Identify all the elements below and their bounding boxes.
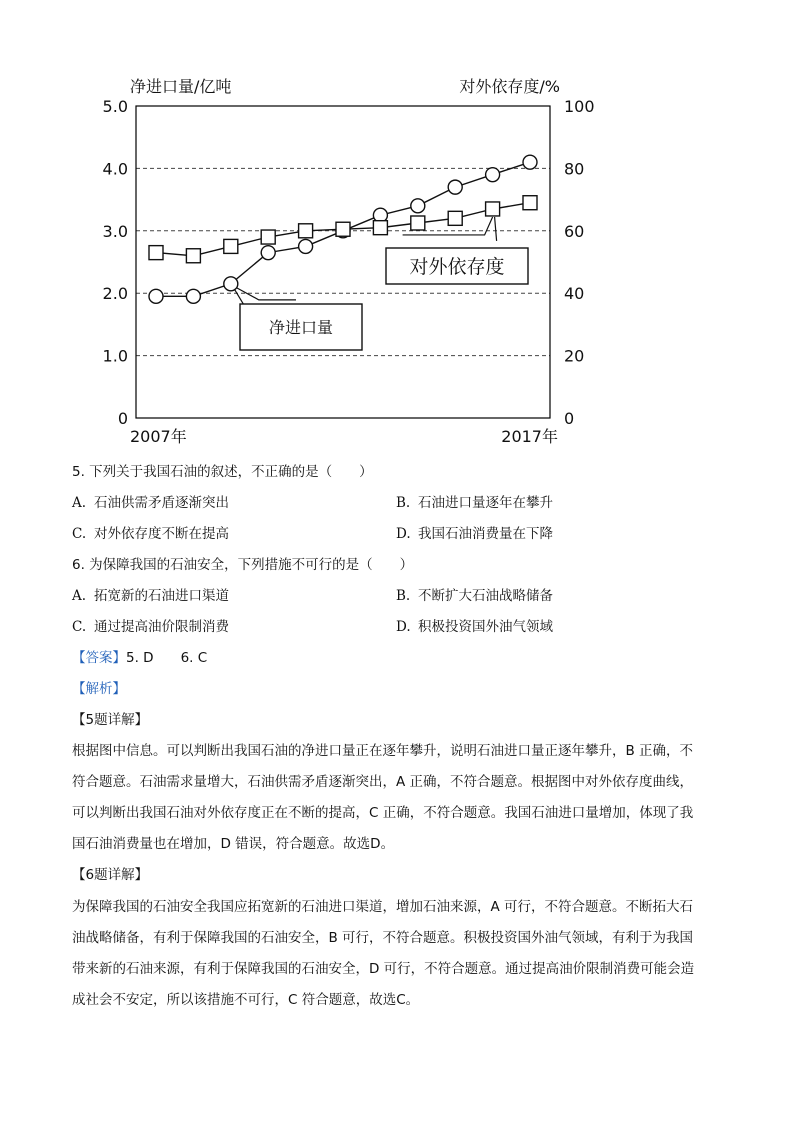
q5-detail-heading: 【5题详解】 xyxy=(72,712,149,728)
right-tick-label: 60 xyxy=(564,221,585,241)
left-tick-label: 1.0 xyxy=(102,346,128,366)
q5-option-c-text: 对外依存度不断在提高 xyxy=(94,526,229,542)
question-6-stem: 6. 为保障我国的石油安全，下列措施不可行的是（ ） xyxy=(72,557,414,573)
dependency-point xyxy=(411,216,425,230)
q6-option-d xyxy=(396,617,553,637)
answer-value: 5. D 6. C xyxy=(126,650,208,666)
q6-option-d-letter: D. xyxy=(396,619,411,635)
net-import-point xyxy=(224,277,238,291)
dependency-point xyxy=(448,211,462,225)
q5-option-b-letter: B. xyxy=(396,495,411,511)
q6-option-c xyxy=(72,617,229,637)
q6-detail-paragraph xyxy=(72,892,722,1016)
callout-leader-line xyxy=(237,288,296,300)
x-tick-label: 2007年 xyxy=(130,427,187,446)
right-axis-title: 对外依存度/% xyxy=(459,77,560,96)
q5-option-c-letter: C. xyxy=(72,526,87,542)
q5-option-c xyxy=(72,524,229,544)
net-import-point xyxy=(448,180,462,194)
q6-option-d-text: 积极投资国外油气领域 xyxy=(418,619,553,635)
q6-detail-line: 成社会不安定，所以该措施不可行，C 符合题意，故选C。 xyxy=(72,992,420,1008)
right-tick-label: 40 xyxy=(564,284,585,304)
q6-option-a-letter: A. xyxy=(72,588,87,604)
q5-detail-line: 符合题意。石油需求量增大，石油供需矛盾逐渐突出，A 正确，不符合题意。根据图中对外依存度曲线， xyxy=(72,774,694,790)
q5-detail-line: 根据图中信息。可以判断出我国石油的净进口量正在逐年攀升，说明石油进口量正逐年攀升，B 正确，不 xyxy=(72,743,694,759)
net-import-point xyxy=(299,239,313,253)
left-tick-label: 4.0 xyxy=(102,159,128,179)
dependency-point xyxy=(373,221,387,235)
oil-import-chart xyxy=(100,68,610,458)
net-import-point xyxy=(261,246,275,260)
dependency-point xyxy=(299,224,313,238)
dependency-point xyxy=(186,249,200,263)
right-tick-label: 20 xyxy=(564,346,585,366)
q6-detail-line: 为保障我国的石油安全我国应拓宽新的石油进口渠道，增加石油来源，A 可行，不符合题意。不断拓大石 xyxy=(72,899,694,915)
left-tick-label: 0 xyxy=(117,409,128,428)
q5-option-b-text: 石油进口量逐年在攀升 xyxy=(418,495,553,511)
right-tick-label: 0 xyxy=(564,409,575,428)
analysis-label: 【解析】 xyxy=(72,681,126,697)
net-import-point xyxy=(411,199,425,213)
right-tick-label: 80 xyxy=(564,159,585,179)
q6-option-b-text: 不断扩大石油战略储备 xyxy=(418,588,553,604)
q5-option-a-letter: A. xyxy=(72,495,87,511)
question-5-stem: 5. 下列关于我国石油的叙述，不正确的是（ ） xyxy=(72,464,373,480)
q5-detail-line: 可以判断出我国石油对外依存度正在不断的提高，C 正确，不符合题意。我国石油进口量增加，体现了我 xyxy=(72,805,694,821)
q5-option-d-text: 我国石油消费量在下降 xyxy=(418,526,553,542)
dependency-point xyxy=(486,202,500,216)
q6-option-a xyxy=(72,586,229,606)
dependency-callout-label: 对外依存度 xyxy=(409,256,505,278)
q6-detail-line: 油战略储备，有利于保障我国的石油安全，B 可行，不符合题意。积极投资国外油气领域，有利于为我国 xyxy=(72,930,694,946)
q6-option-a-text: 拓宽新的石油进口渠道 xyxy=(94,588,229,604)
dependency-point xyxy=(224,239,238,253)
q6-option-b xyxy=(396,586,553,606)
chart-svg xyxy=(100,68,610,458)
q5-option-a-text: 石油供需矛盾逐渐突出 xyxy=(94,495,229,511)
dependency-point xyxy=(523,196,537,210)
dependency-point xyxy=(336,222,350,236)
answer-line xyxy=(72,648,207,668)
dependency-point xyxy=(149,246,163,260)
right-tick-label: 100 xyxy=(564,97,595,116)
q5-option-d-letter: D. xyxy=(396,526,411,542)
dependency-point xyxy=(261,230,275,244)
q5-option-a xyxy=(72,493,229,513)
q5-option-d xyxy=(396,524,553,544)
q6-detail-line: 带来新的石油来源，有利于保障我国的石油安全，D 可行，不符合题意。通过提高油价限制消费可能会造 xyxy=(72,961,695,977)
q5-detail-line: 国石油消费量也在增加，D 错误，符合题意。故选D。 xyxy=(72,836,395,852)
left-tick-label: 3.0 xyxy=(102,221,128,241)
callout-leader-line xyxy=(495,217,497,241)
left-axis-title: 净进口量/亿吨 xyxy=(130,77,232,96)
answer-label: 【答案】 xyxy=(72,650,126,666)
q6-option-c-text: 通过提高油价限制消费 xyxy=(94,619,229,635)
q5-detail-paragraph xyxy=(72,736,722,860)
net-import-point xyxy=(523,155,537,169)
net-import-point xyxy=(486,168,500,182)
q6-detail-heading: 【6题详解】 xyxy=(72,867,149,883)
net-import-point xyxy=(149,289,163,303)
net-import-callout-label: 净进口量 xyxy=(268,318,334,337)
net-import-point xyxy=(186,289,200,303)
left-tick-label: 2.0 xyxy=(102,284,128,304)
q6-option-b-letter: B. xyxy=(396,588,411,604)
q5-option-b xyxy=(396,493,553,513)
left-tick-label: 5.0 xyxy=(102,97,128,116)
x-tick-label: 2017年 xyxy=(501,427,558,446)
q6-option-c-letter: C. xyxy=(72,619,87,635)
